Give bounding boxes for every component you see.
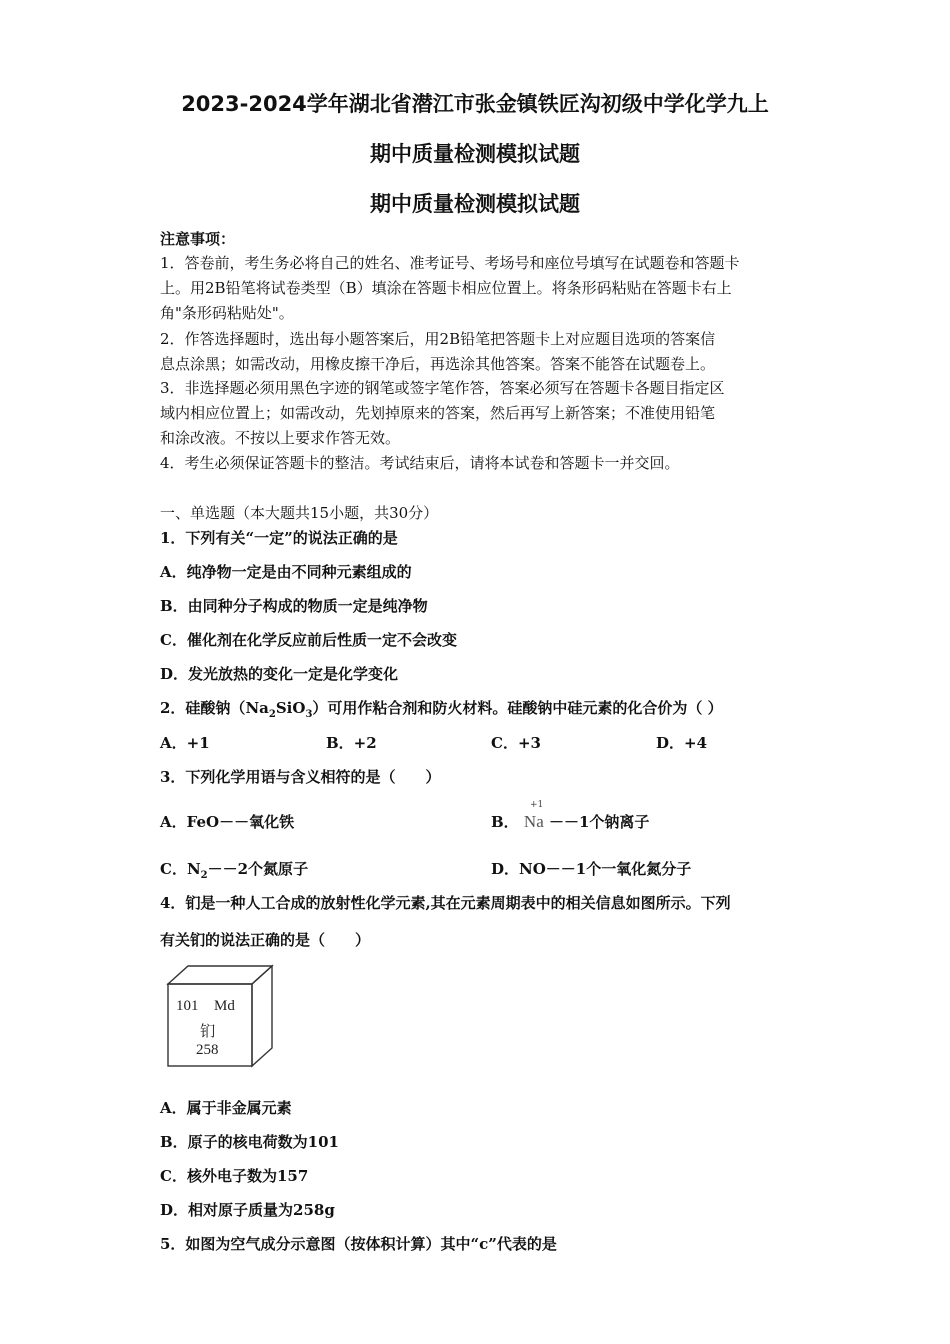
notice-line: 2．作答选择题时，选出每小题答案后，用2B铅笔把答题卡上对应题目选项的答案信 (160, 330, 716, 348)
question-3-option-c: C．$N_2--2$个氮原子 (160, 860, 309, 881)
notice-line: 1．答卷前，考生务必将自己的姓名、准考证号、考场号和座位号填写在试题卷和答题卡 (160, 254, 740, 272)
question-1-stem: 1．下列有关“一定”的说法正确的是 (160, 529, 398, 547)
question-3-option-a: A．FeO－－氧化铁 (160, 813, 295, 831)
question-4-stem-line1: 4．钔是一种人工合成的放射性化学元素,其在元素周期表中的相关信息如图所示。下列 (160, 894, 731, 912)
question-4-option-c: C．核外电子数为157 (160, 1167, 309, 1185)
question-1-option-d: D．发光放热的变化一定是化学变化 (160, 665, 399, 683)
question-3-stem: 3．下列化学用语与含义相符的是（ ） (160, 768, 441, 786)
section-heading: 一、单选题（本大题共15小题，共30分） (160, 504, 439, 522)
atomic-number: 101 (176, 998, 199, 1014)
exam-title-line1: 2023-2024学年湖北省潜江市张金镇铁匠沟初级中学化学九上 (181, 92, 769, 116)
exam-title-line3: 期中质量检测模拟试题 (370, 192, 580, 216)
question-3-option-b: B． +1 Na －－1个钠离子 (491, 800, 650, 831)
question-4-option-a: A．属于非金属元素 (160, 1099, 292, 1117)
question-3-option-d: D．NO－－1个一氧化氮分子 (491, 860, 692, 878)
atomic-mass: 258 (196, 1042, 219, 1058)
question-4-stem-line2: 有关钔的说法正确的是（ ） (160, 931, 371, 949)
periodic-cell-box-icon (160, 962, 280, 1074)
element-symbol: Md (214, 998, 235, 1014)
question-1-option-a: A．纯净物一定是由不同种元素组成的 (160, 563, 412, 581)
question-1-option-b: B．由同种分子构成的物质一定是纯净物 (160, 597, 428, 615)
notice-line: 域内相应位置上；如需改动，先划掉原来的答案，然后再写上新答案；不准使用铅笔 (160, 404, 716, 422)
question-2-option-b: B．+2 (326, 734, 377, 752)
notice-heading: 注意事项： (160, 230, 236, 248)
periodic-table-cell (160, 962, 280, 1074)
question-1-option-c: C．催化剂在化学反应前后性质一定不会改变 (160, 631, 457, 649)
question-2-option-c: C．+3 (491, 734, 541, 752)
notice-line: 角"条形码粘贴处"。 (160, 304, 294, 322)
question-2-option-d: D．+4 (656, 734, 708, 752)
question-4-option-d: D．相对原子质量为258g (160, 1201, 335, 1219)
question-2-option-a: A．+1 (160, 734, 210, 752)
notice-line: 息点涂黑；如需改动，用橡皮擦干净后，再选涂其他答案。答案不能答在试题卷上。 (160, 355, 716, 373)
element-name: 钔 (200, 1024, 216, 1040)
question-4-option-b: B．原子的核电荷数为101 (160, 1133, 339, 1151)
sodium-symbol: Na (523, 812, 544, 831)
notice-line: 和涂改液。不按以上要求作答无效。 (160, 429, 401, 447)
notice-line: 上。用2B铅笔将试卷类型（B）填涂在答题卡相应位置上。将条形码粘贴在答题卡右上 (160, 279, 732, 297)
question-2-stem: 2．硅酸钠$(Na_2SiO_3)$可用作粘合剂和防火材料。硅酸钠中硅元素的化合价为（ ） (160, 699, 723, 720)
charge-superscript: +1 (530, 800, 544, 810)
exam-title-line2: 期中质量检测模拟试题 (370, 142, 580, 166)
question-5-stem: 5．如图为空气成分示意图（按体积计算）其中“c”代表的是 (160, 1235, 557, 1253)
notice-line: 3．非选择题必须用黑色字迹的钢笔或签字笔作答，答案必须写在答题卡各题目指定区 (160, 379, 725, 397)
notice-line: 4．考生必须保证答题卡的整洁。考试结束后，请将本试卷和答题卡一并交回。 (160, 454, 680, 472)
